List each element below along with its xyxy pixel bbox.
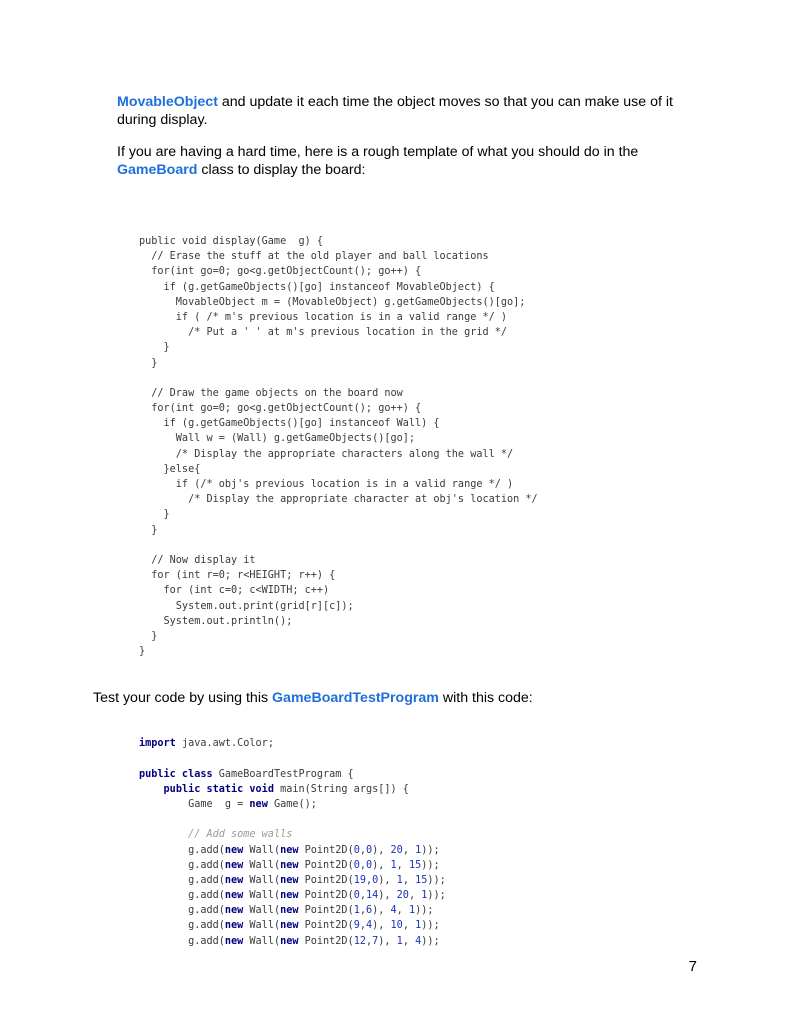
import-line (139, 736, 446, 751)
wall-height: 1 (415, 844, 422, 856)
new-keyword: new (280, 890, 299, 902)
new-keyword: new (280, 935, 299, 947)
wall-y: 6 (365, 905, 373, 917)
class-keyword: public class (139, 768, 213, 780)
wall-width: 10 (390, 920, 403, 932)
main-text: main(String args[]) { (273, 783, 409, 795)
wall-add-line: g.add(new Wall(new Point2D(0,14), 20, 1)); (139, 890, 446, 902)
wall-width: 20 (396, 890, 409, 902)
wall-add-line: g.add(new Wall(new Point2D(12,7), 1, 4)); (139, 935, 440, 947)
hint-line1-text: If you are having a hard time, here is a rough template of what you should do in the (117, 144, 639, 160)
walls-comment: // Add some walls (188, 829, 293, 841)
comment-line (139, 827, 446, 842)
wall-add-line: g.add(new Wall(new Point2D(0,0), 1, 15)); (139, 859, 440, 871)
wall-height: 15 (415, 874, 428, 886)
code-line: System.out.println(); (139, 615, 293, 627)
wall-height: 1 (415, 920, 422, 932)
intro-paragraph (117, 93, 717, 129)
code-line: } (139, 524, 158, 536)
class-line (139, 767, 446, 782)
code-line: /* Put a ' ' at m's previous location in the grid */ (139, 327, 508, 339)
new-keyword: new (280, 920, 299, 932)
new-keyword: new (224, 920, 244, 932)
import-text: java.awt.Color; (175, 738, 274, 750)
wall-x: 0 (353, 859, 360, 871)
wall-height: 1 (421, 890, 428, 902)
code-line: } (139, 509, 170, 521)
blank-line (139, 751, 446, 766)
code-line: for(int go=0; go<g.getObjectCount(); go++) { (139, 266, 422, 278)
code-line: System.out.print(grid[r][c]); (139, 600, 354, 612)
new-keyword: new (224, 935, 244, 947)
code-line: for (int c=0; c<WIDTH; c++) (139, 585, 330, 597)
code-line: } (139, 342, 170, 354)
code-line: if ( /* m's previous location is in a valid range */ ) (139, 311, 508, 323)
wall-height: 15 (408, 859, 422, 871)
wall-add-line: g.add(new Wall(new Point2D(1,6), 4, 1)); (139, 905, 434, 917)
wall-height: 4 (415, 935, 422, 947)
code-line: if (/* obj's previous location is in a valid range */ ) (139, 479, 514, 490)
test-code-block (139, 721, 446, 964)
code-line: }else{ (139, 463, 201, 475)
wall-y: 0 (365, 859, 373, 871)
wall-add-line: g.add(new Wall(new Point2D(0,0), 20, 1)); (139, 844, 440, 856)
wall-y: 14 (365, 890, 379, 902)
new-keyword: new (224, 874, 244, 886)
wall-width: 4 (390, 905, 397, 917)
code-line: } (139, 646, 146, 658)
wall-height: 1 (408, 905, 416, 917)
code-line: MovableObject m = (MovableObject) g.getGameObjects()[go]; (139, 296, 526, 308)
code-line: // Now display it (139, 554, 256, 566)
code-line: /* Display the appropriate character at obj's location */ (139, 494, 538, 506)
intro-line2-text: during display. (117, 112, 208, 128)
test-prefix-text: Test your code by using this (93, 690, 273, 706)
blank-line (139, 812, 446, 827)
code-line (139, 371, 538, 386)
code-line: /* Display the appropriate characters along the wall */ (139, 448, 514, 460)
wall-width: 1 (396, 874, 403, 886)
import-keyword: import (139, 738, 176, 750)
code-line: } (139, 357, 158, 369)
code-line: Wall w = (Wall) g.getGameObjects()[go]; (139, 433, 416, 445)
movable-object-link[interactable]: MovableObject (117, 94, 218, 110)
wall-lines (139, 843, 446, 949)
code-line: if (g.getGameObjects()[go] instanceof MovableObject) { (139, 281, 495, 293)
new-keyword: new (280, 905, 299, 917)
wall-x: 19 (353, 874, 366, 886)
new-keyword: new (224, 890, 244, 902)
wall-x: 9 (353, 920, 360, 932)
code-line: } (139, 630, 158, 642)
new-keyword: new (280, 859, 299, 871)
wall-x: 12 (353, 935, 366, 947)
wall-y: 0 (372, 874, 379, 886)
test-program-link[interactable]: GameBoardTestProgram (272, 690, 439, 706)
main-keyword: public static void (163, 783, 274, 795)
wall-x: 1 (353, 905, 360, 917)
code-line: public void display(Game g) { (139, 236, 324, 247)
wall-width: 20 (390, 844, 403, 856)
game-pre-text: Game g = (188, 798, 250, 810)
code-line: // Erase the stuff at the old player and ball locations (139, 251, 489, 263)
page-number: 7 (688, 958, 697, 975)
hint-rest-text: class to display the board: (197, 162, 366, 178)
code-line: for(int go=0; go<g.getObjectCount(); go++) { (139, 403, 422, 415)
wall-add-line: g.add(new Wall(new Point2D(9,4), 10, 1)); (139, 920, 440, 932)
game-line (139, 797, 446, 812)
gameboard-link[interactable]: GameBoard (117, 162, 198, 178)
hint-paragraph (117, 143, 717, 179)
wall-x: 0 (353, 890, 360, 902)
wall-x: 0 (353, 844, 360, 856)
wall-add-line: g.add(new Wall(new Point2D(19,0), 1, 15)); (139, 874, 446, 886)
new-keyword: new (224, 859, 244, 871)
code-line: // Draw the game objects on the board now (139, 387, 403, 399)
code-line (139, 538, 538, 553)
main-line (139, 782, 446, 797)
new-keyword: new (249, 798, 268, 810)
code-line: if (g.getGameObjects()[go] instanceof Wall) { (139, 418, 440, 430)
display-code-block (139, 234, 538, 659)
test-paragraph (93, 689, 693, 707)
wall-y: 0 (365, 844, 373, 856)
new-keyword: new (224, 905, 244, 917)
intro-line1-text: and update it each time the object moves so that you can make use of it (217, 94, 673, 110)
wall-width: 1 (390, 859, 397, 871)
class-text: GameBoardTestProgram { (212, 768, 354, 780)
test-suffix-text: with this code: (438, 690, 533, 706)
wall-y: 4 (365, 920, 373, 932)
wall-width: 1 (396, 935, 403, 947)
game-post-text: Game(); (267, 798, 317, 810)
new-keyword: new (280, 844, 299, 856)
new-keyword: new (280, 874, 299, 886)
code-line: for (int r=0; r<HEIGHT; r++) { (139, 570, 336, 582)
new-keyword: new (224, 844, 244, 856)
wall-y: 7 (372, 935, 379, 947)
